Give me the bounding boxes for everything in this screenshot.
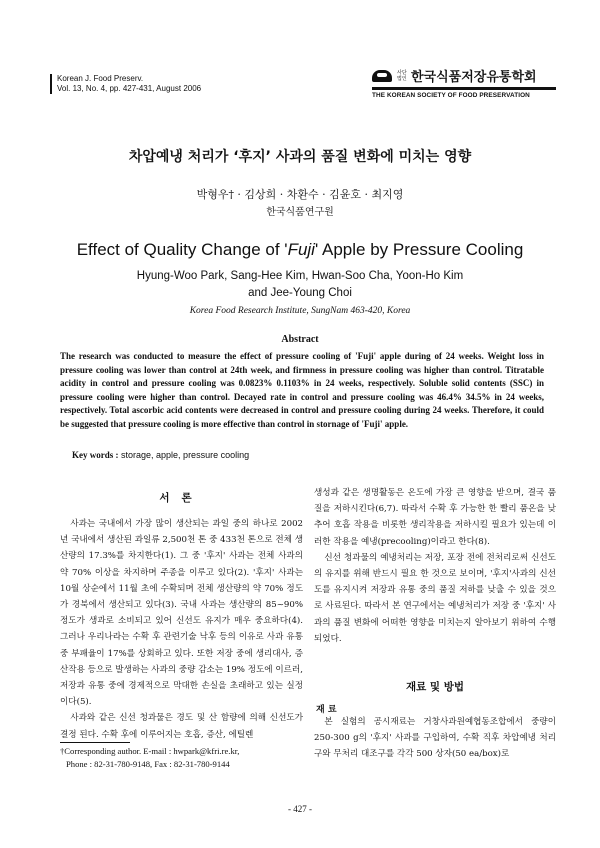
authors-english: Hyung-Woo Park, Sang-Hee Kim, Hwan-Soo Cha, Yoon-Ho Kim and Jee-Young Choi [136, 270, 464, 299]
society-logo-block [372, 66, 556, 99]
affiliation-korean: 한국식품연구원 [266, 207, 334, 218]
society-legal-mark: 사단 법인 [397, 69, 407, 82]
page-number: - 427 - [288, 804, 312, 814]
footnote: †Corresponding author. E-mail : hwpark@kfri.re.kr, Phone : 82-31-780-9148, Fax : 82-31-780-9144 [60, 746, 240, 769]
intro-paragraph-2: 사과와 같은 신선 청과물은 경도 및 산 함량에 의해 신선도가 결정 된다. 수확 후에 이루어지는 호흡, 증산, 에틸렌 [60, 713, 303, 740]
methods-paragraph-1: 본 실험의 공시재료는 거창사과원예협동조합에서 중량이 250-300 g의 '후지' 사과를 구입하여, 수확 직후 차압예냉 처리구와 무처리 대조구를 각각 500 상자(50 ea/box)로 [314, 717, 556, 760]
title-korean: 차압예냉 처리가 ‘후지’ 사과의 품질 변화에 미치는 영향 [128, 149, 472, 165]
intro-paragraph-3: 신선 청과물의 예냉처리는 저장, 포장 전에 전처리로써 신선도의 유지를 위해 반드시 필요 한 것으로 보이며, '후지'사과의 신선도를 유지시켜 저장과 유통 중의 품질 저하를 낮출 수 있을 것으로 사료된다. 따라서 본 연구에서는 예냉처리가 저장 중 '후지' 사과의 품질 변화에 어떠한 영향을 미치는지 알아보기 위하여 수행되었다. [314, 552, 556, 644]
abstract-heading: Abstract [281, 334, 319, 345]
title-english: Effect of Quality Change of 'Fuji' Apple by Pressure Cooling [76, 240, 524, 259]
society-divider [372, 87, 556, 90]
institution-english: Korea Food Research Institute, SungNam 463-420, Korea [189, 306, 411, 316]
society-emblem-icon [372, 69, 394, 83]
keywords: Key words : storage, apple, pressure cooling [72, 450, 250, 460]
intro-paragraph-2-continued: 생성과 같은 생명활동은 온도에 가장 큰 영향을 받으며, 결국 품질을 저하시킨다(6,7). 따라서 수확 후 가능한 한 빨리 품온을 낮추어 호흡 작용을 비롯한 생리작용을 저하시킬 필요가 있는데 이러한 작용을 예냉(precooling)이라고 한다(8). [314, 488, 556, 547]
journal-citation [50, 74, 201, 94]
society-name-en: THE KOREAN SOCIETY OF FOOD PRESERVATION [372, 92, 530, 99]
journal-name: Korean J. Food Preserv. [57, 74, 144, 83]
methods-column [314, 714, 556, 763]
society-name-ko: 한국식품저장유통학회 [411, 70, 537, 85]
authors-korean: 박형우† · 김상희 · 차환수 · 김윤호 · 최지영 [196, 188, 404, 201]
journal-volume: Vol. 13, No. 4, pp. 427-431, August 2006 [57, 84, 202, 93]
subsection-heading-materials: 재 료 [316, 705, 337, 715]
abstract-text: The research was conducted to measure the effect of pressure cooling of 'Fuji' apple during of 24 weeks. Weight loss in pressure cooling was lower than control at 24th week, and firmness in pressure cooling was higher than control. Titratable acidity in control and pressure cooling was 0.0823% 0.1103% in 24 weeks, respectively. Soluble solid contents (SSC) in pressure cooling were higher than control. Decayed rate in control and pressure cooling was 46.4% 34.5% in 24 weeks, respectively. Total ascorbic acid contents were decreased in control and pressure cooling during 24 weeks. Therefore, it could be suggested that pressure cooling is more effective than control in stornage of 'Fuji' apple. [60, 351, 544, 429]
intro-right-column [314, 485, 556, 647]
intro-left-column [60, 516, 303, 743]
section-heading-methods: 재료 및 방법 [405, 681, 465, 693]
footnote-rule [60, 742, 130, 743]
intro-paragraph-1: 사과는 국내에서 가장 많이 생산되는 과일 중의 하나로 2002년 국내에서 생산된 과일류 2,500천 톤 중 433천 톤으로 전체 생산량의 17.3%를 차지한다(1). 그 중 '후지' 사과는 전체 사과의 약 70% 이상을 차지하며 주종을 이루고 있다(2). '후지' 사과는 10월 상순에서 11월 초에 수확되며 전체 생산량의 약 70% 정도가 경북에서 생산되고 있다(3). 국내 사과는 생산량의 85~90% 정도가 생과로 소비되고 있어 신선도 유지가 매우 중요하다(4). 그러나 우리나라는 수확 후 관련기술 낙후 등의 이유로 사과 유통 중 부패율이 17%를 상회하고 있다. 또한 저장 중에 생리대사, 증산작용 등으로 발생하는 사과의 중량 감소는 19% 정도에 이르러, 저장과 유통 중에 경제적으로 막대한 손실을 초래하고 있는 실정이다(5). [60, 519, 303, 708]
section-heading-intro: 서론 [159, 492, 204, 504]
